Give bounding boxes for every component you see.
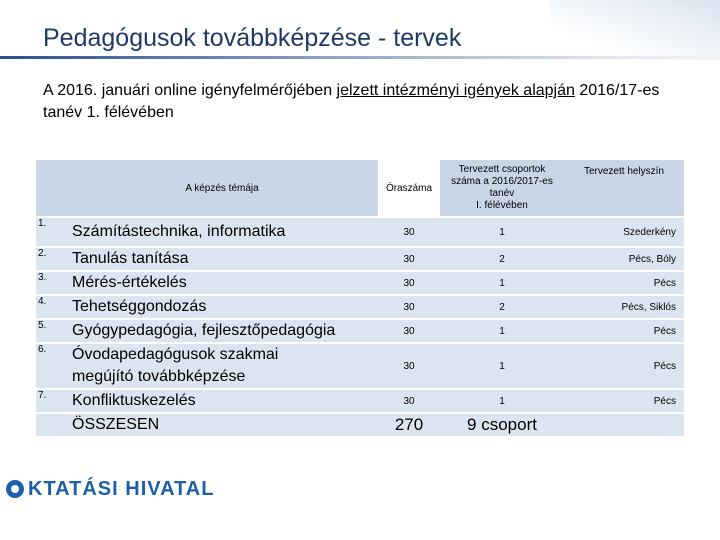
row-topic-line2: megújító továbbképzése: [72, 368, 246, 385]
row-place: Pécs: [564, 272, 684, 296]
training-plan-table: [36, 160, 684, 438]
subtitle-text-1: A 2016. januári online igényfelmérőjében: [43, 82, 337, 99]
header-place: Tervezett helyszín: [564, 160, 684, 218]
table-row: [36, 320, 684, 344]
total-place: [564, 414, 684, 438]
header-topic: A képzés témája: [66, 160, 378, 218]
row-topic-line1: Óvodapedagógusok szakmai: [72, 346, 279, 363]
row-topic: [66, 344, 378, 390]
row-place: Pécs, Bóly: [564, 248, 684, 272]
row-groups: 1: [440, 390, 564, 414]
row-hours: 30: [378, 248, 440, 272]
row-place: Pécs: [564, 390, 684, 414]
row-num: 1.: [36, 218, 66, 248]
row-place: Pécs: [564, 320, 684, 344]
row-topic: Konfliktuskezelés: [66, 390, 378, 414]
row-groups: 2: [440, 296, 564, 320]
subtitle: [43, 80, 683, 124]
row-hours: 30: [378, 296, 440, 320]
subtitle-text-3: 2016/17-es tanév 1. félévében: [43, 82, 660, 121]
row-topic: Mérés-értékelés: [66, 272, 378, 296]
table-row: [36, 248, 684, 272]
row-groups: 1: [440, 272, 564, 296]
header-groups: [440, 160, 564, 218]
row-hours: 30: [378, 320, 440, 344]
table-row: [36, 296, 684, 320]
row-hours: 30: [378, 218, 440, 248]
row-place: Pécs: [564, 344, 684, 390]
header-hours: Óraszáma: [378, 160, 440, 218]
total-hours: 270: [378, 414, 440, 438]
page-title: Pedagógusok továbbképzése - tervek: [43, 24, 462, 52]
row-topic: Tehetséggondozás: [66, 296, 378, 320]
row-place: Pécs, Siklós: [564, 296, 684, 320]
header-groups-line1: Tervezett csoportok: [458, 164, 546, 175]
table-row: [36, 390, 684, 414]
header-groups-line3: tanév: [489, 188, 515, 199]
row-num: 4.: [36, 296, 66, 320]
total-groups: 9 csoport: [440, 414, 564, 438]
row-topic: Számítástechnika, informatika: [66, 218, 378, 248]
table-row: [36, 272, 684, 296]
table-total-row: [36, 414, 684, 438]
header-num: [36, 160, 66, 218]
row-place: Szederkény: [564, 218, 684, 248]
total-label: ÖSSZESEN: [66, 414, 378, 438]
header-groups-line4: I. félévében: [476, 200, 528, 211]
row-hours: 30: [378, 272, 440, 296]
row-groups: 1: [440, 344, 564, 390]
row-topic: Gyógypedagógia, fejlesztőpedagógia: [66, 320, 378, 344]
corner-decoration: [550, 0, 720, 60]
row-num: 6.: [36, 344, 66, 390]
title-underline: [0, 56, 720, 59]
logo-circle-icon: [6, 480, 24, 498]
row-groups: 1: [440, 218, 564, 248]
row-hours: 30: [378, 390, 440, 414]
row-groups: 2: [440, 248, 564, 272]
logo-text: KTATÁSI HIVATAL: [28, 478, 215, 500]
row-num: 3.: [36, 272, 66, 296]
row-topic: Tanulás tanítása: [66, 248, 378, 272]
row-hours: 30: [378, 344, 440, 390]
table-header-row: [36, 160, 684, 218]
row-groups: 1: [440, 320, 564, 344]
table-row: [36, 218, 684, 248]
subtitle-text-underlined: jelzett intézményi igények alapján: [336, 82, 575, 99]
header-groups-line2: száma a 2016/2017-es: [451, 176, 553, 187]
table-row: [36, 344, 684, 390]
row-num: 5.: [36, 320, 66, 344]
row-num: 7.: [36, 390, 66, 414]
total-num: [36, 414, 66, 438]
row-num: 2.: [36, 248, 66, 272]
